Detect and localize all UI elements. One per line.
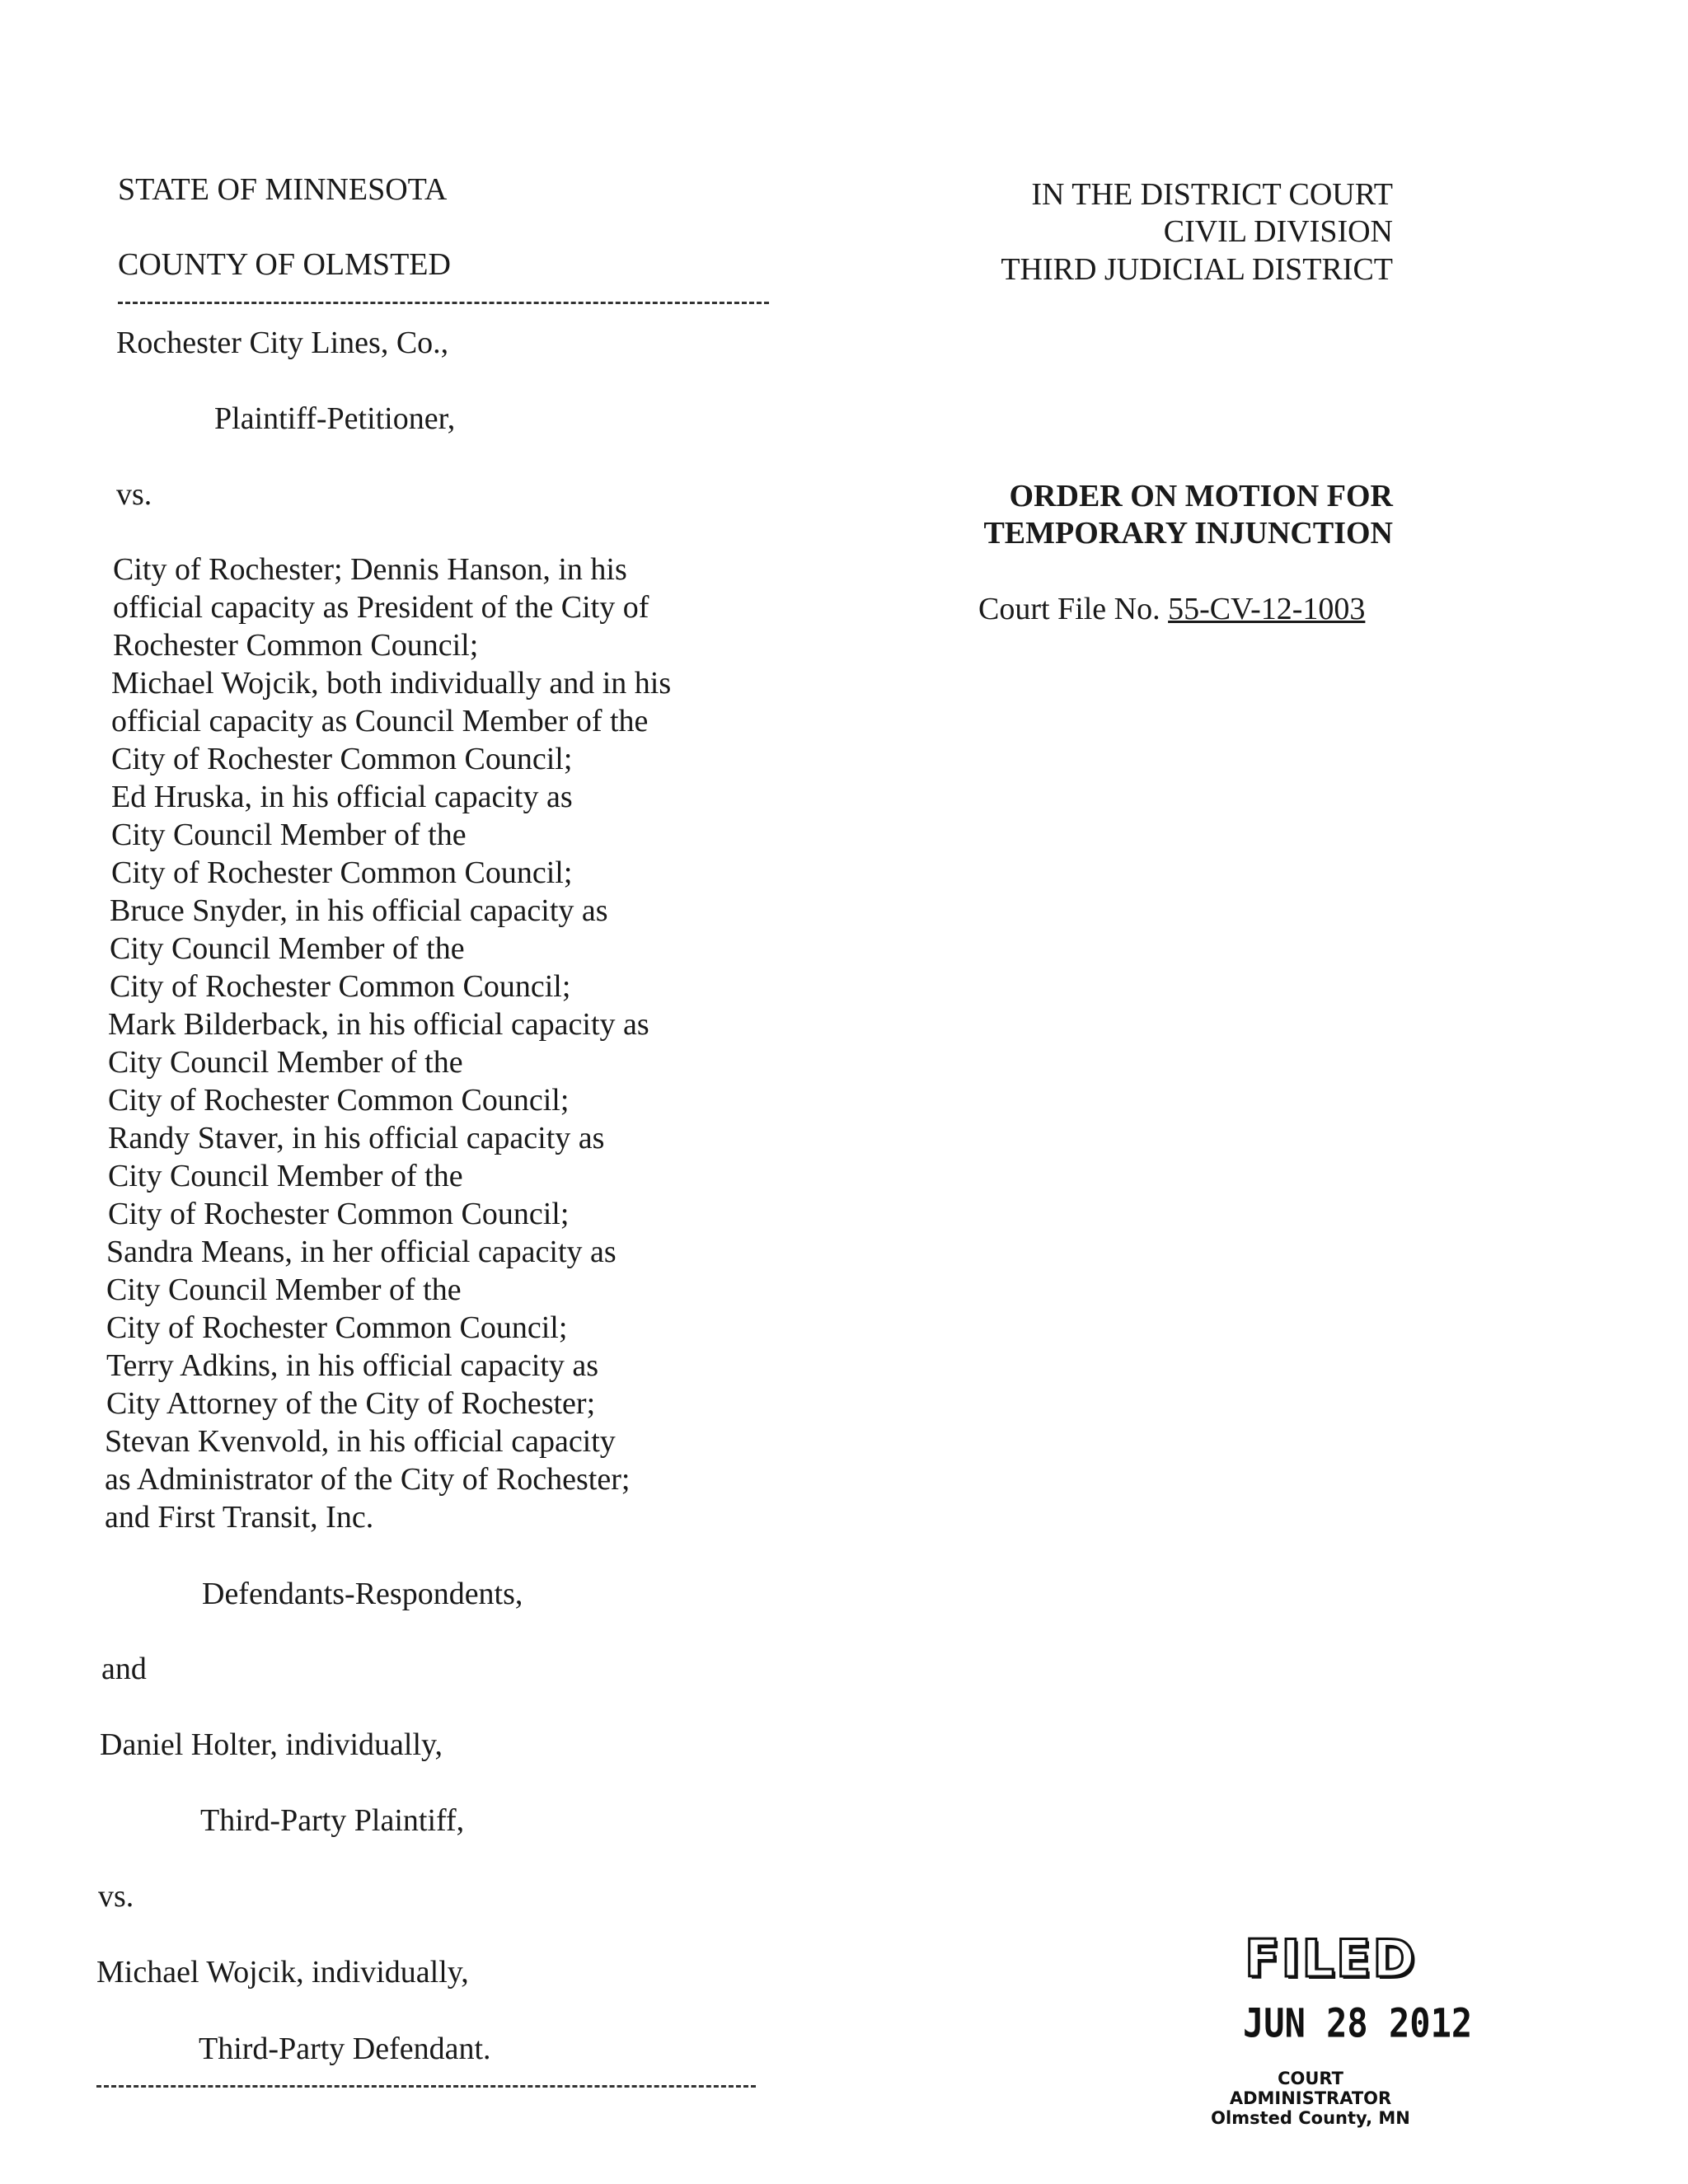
- third-party-plaintiff-name: Daniel Holter, individually,: [100, 1727, 443, 1762]
- list-item: and First Transit, Inc.: [105, 1500, 374, 1535]
- plaintiff-name: Rochester City Lines, Co.,: [116, 326, 449, 360]
- document-title-line2: TEMPORARY INJUNCTION: [983, 516, 1393, 551]
- filed-stamp: FILED: [1245, 1929, 1417, 1989]
- list-item: City Council Member of the: [111, 818, 467, 852]
- versus-2: vs.: [98, 1879, 134, 1914]
- stamp-admin-line1: COURT ADMINISTRATOR: [1229, 2069, 1392, 2108]
- list-item: official capacity as President of the City of: [113, 590, 649, 625]
- and-connector: and: [101, 1652, 147, 1686]
- list-item: City Council Member of the: [108, 1159, 463, 1193]
- list-item: Randy Staver, in his official capacity as: [108, 1121, 605, 1155]
- plaintiff-role: Plaintiff-Petitioner,: [214, 401, 456, 436]
- list-item: City of Rochester Common Council;: [106, 1310, 568, 1345]
- court-caption: IN THE DISTRICT COURT: [1031, 177, 1393, 212]
- list-item: City Council Member of the: [108, 1045, 463, 1080]
- list-item: Rochester Common Council;: [113, 628, 479, 663]
- defendants-role: Defendants-Respondents,: [202, 1577, 523, 1611]
- list-item: City of Rochester Common Council;: [108, 1083, 570, 1118]
- list-item: Stevan Kvenvold, in his official capacity: [105, 1424, 616, 1459]
- list-item: City Attorney of the City of Rochester;: [106, 1386, 596, 1421]
- stamp-admin-line2: Olmsted County, MN: [1211, 2108, 1410, 2128]
- list-item: City of Rochester Common Council;: [111, 742, 573, 776]
- list-item: City of Rochester Common Council;: [110, 969, 571, 1004]
- list-item: City Council Member of the: [110, 931, 465, 966]
- caption-divider-top: [118, 302, 769, 304]
- filed-date-stamp: JUN 28 2012: [1243, 1999, 1473, 2047]
- caption-divider-bottom: [96, 2085, 756, 2088]
- versus-1: vs.: [116, 477, 152, 512]
- list-item: Terry Adkins, in his official capacity as: [106, 1348, 599, 1383]
- county-caption: COUNTY OF OLMSTED: [118, 247, 451, 282]
- list-item: City of Rochester Common Council;: [111, 855, 573, 890]
- third-party-defendant-role: Third-Party Defendant.: [199, 2032, 491, 2066]
- list-item: official capacity as Council Member of the: [111, 704, 649, 738]
- list-item: City of Rochester; Dennis Hanson, in his: [113, 552, 627, 587]
- state-caption: STATE OF MINNESOTA: [118, 172, 448, 207]
- division-caption: CIVIL DIVISION: [1163, 214, 1393, 249]
- list-item: as Administrator of the City of Rochester;: [105, 1462, 631, 1497]
- list-item: Ed Hruska, in his official capacity as: [111, 780, 573, 814]
- court-file-value: 55-CV-12-1003: [1168, 592, 1366, 626]
- list-item: Michael Wojcik, both individually and in his: [111, 666, 672, 701]
- list-item: City Council Member of the: [106, 1272, 462, 1307]
- court-file-label: Court File No.: [978, 592, 1160, 626]
- third-party-defendant-name: Michael Wojcik, individually,: [96, 1955, 469, 1990]
- list-item: Bruce Snyder, in his official capacity as: [110, 893, 608, 928]
- list-item: Sandra Means, in her official capacity as: [106, 1235, 617, 1269]
- third-party-plaintiff-role: Third-Party Plaintiff,: [200, 1803, 465, 1838]
- court-file-number: [978, 590, 1365, 628]
- court-administrator-stamp: [1203, 2069, 1418, 2128]
- district-caption: THIRD JUDICIAL DISTRICT: [1001, 252, 1393, 287]
- list-item: City of Rochester Common Council;: [108, 1197, 570, 1231]
- list-item: Mark Bilderback, in his official capacity as: [108, 1007, 649, 1042]
- document-title-line1: ORDER ON MOTION FOR: [1009, 479, 1393, 513]
